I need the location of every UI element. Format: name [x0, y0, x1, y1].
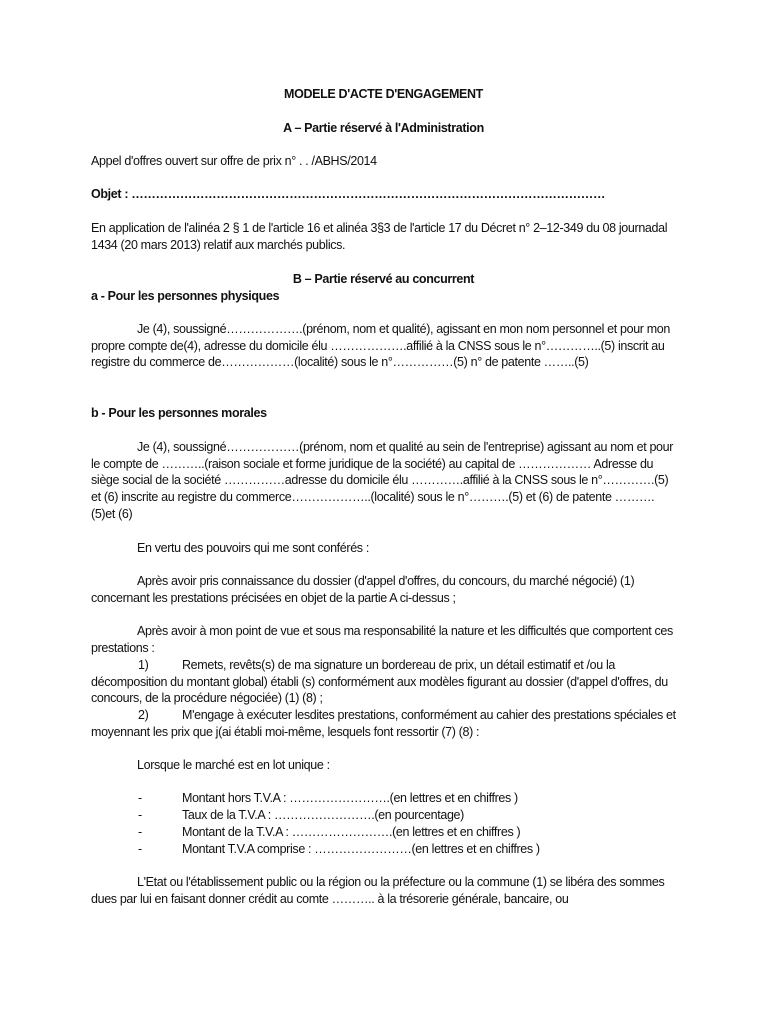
personnes-physiques-paragraph: Je (4), soussigné……………….(prénom, nom et qualité), agissant en mon nom personnel et pour mon propre compte de(4), adresse du domicile élu ……………….affilié à la CNSS sous le n°…………..(5) inscrit au registre du commerce de………………(localité) sous le n°……………(5) n° de patente ……..(5)	[91, 322, 670, 370]
numbered-item-1-label: 1)	[138, 658, 149, 672]
list-item	[91, 807, 676, 824]
list-item	[91, 824, 676, 841]
numbered-item-1	[91, 657, 676, 707]
list-dash: -	[138, 825, 142, 839]
pouvoirs-line: En vertu des pouvoirs qui me sont conférés :	[137, 541, 369, 555]
list-dash: -	[138, 842, 142, 856]
numbered-item-2	[91, 707, 676, 740]
list-item	[91, 790, 676, 807]
objet-line: Objet : ………………………………………………………………………………………………………	[91, 187, 606, 201]
responsabilite-paragraph: Après avoir à mon point de vue et sous ma responsabilité la nature et les difficultés que comportent ces prestations :	[91, 624, 673, 655]
section-b-heading: B – Partie réservé au concurrent	[292, 272, 475, 286]
list-dash: -	[138, 808, 142, 822]
numbered-item-1-text: Remets, revêts(s) de ma signature un bordereau de prix, un détail estimatif et /ou la décomposition du montant global) établi (s) conformément aux modèles figurant au dossier (d'appel d'offres, du concours, de la procédure négociée) (1) (8) ;	[91, 658, 668, 706]
appel-offres-line: Appel d'offres ouvert sur offre de prix n° . . /ABHS/2014	[91, 154, 377, 168]
lot-unique-line: Lorsque le marché est en lot unique :	[137, 758, 330, 772]
etat-paragraph: L'Etat ou l'établissement public ou la région ou la préfecture ou la commune (1) se libéra des sommes dues par lui en faisant donner crédit au comte ……….. à la trésorerie générale, bancaire, ou	[91, 875, 665, 906]
connaissance-paragraph: Après avoir pris connaissance du dossier (d'appel d'offres, du concours, du marché négocié) (1) concernant les prestations précisées en objet de la partie A ci-dessus ;	[91, 574, 635, 605]
list-item-text: Montant hors T.V.A : …………………….(en lettres et en chiffres )	[182, 791, 518, 805]
list-item-text: Taux de la T.V.A : …………………….(en pourcentage)	[182, 808, 464, 822]
personnes-morales-heading: b - Pour les personnes morales	[91, 406, 267, 420]
numbered-item-2-label: 2)	[138, 708, 149, 722]
list-item	[91, 841, 676, 858]
list-item-text: Montant T.V.A comprise : ……………………(en lettres et en chiffres )	[182, 842, 540, 856]
list-item-text: Montant de la T.V.A : …………………….(en lettres et en chiffres )	[182, 825, 521, 839]
personnes-morales-paragraph: Je (4), soussigné………………(prénom, nom et qualité au sein de l'entreprise) agissant au nom et pour le compte de ………..(raison sociale et forme juridique de la société) au capital de ……………… Adresse du siège social de la société ……………adresse du domicile élu ………….affilié à la CNSS sous le n°………….(5) et (6) inscrite au registre du commerce………………..(localité) sous le n°……….(5) et (6) de patente ……….(5)et (6)	[91, 440, 674, 521]
section-a-heading: A – Partie réservé à l'Administration	[283, 121, 484, 135]
list-dash: -	[138, 791, 142, 805]
application-paragraph: En application de l'alinéa 2 § 1 de l'article 16 et alinéa 3§3 de l'article 17 du Décret n° 2–12-349 du 08 journadal 1434 (20 mars 2013) relatif aux marchés publics.	[91, 221, 668, 252]
personnes-physiques-heading: a - Pour les personnes physiques	[91, 289, 280, 303]
numbered-item-2-text: M'engage à exécuter lesdites prestations, conformément au cahier des prestations spéciales et moyennant les prix que j(ai établi moi-même, lesquels font ressortir (7) (8) :	[91, 708, 676, 739]
document-title: MODELE D'ACTE D'ENGAGEMENT	[284, 87, 483, 101]
